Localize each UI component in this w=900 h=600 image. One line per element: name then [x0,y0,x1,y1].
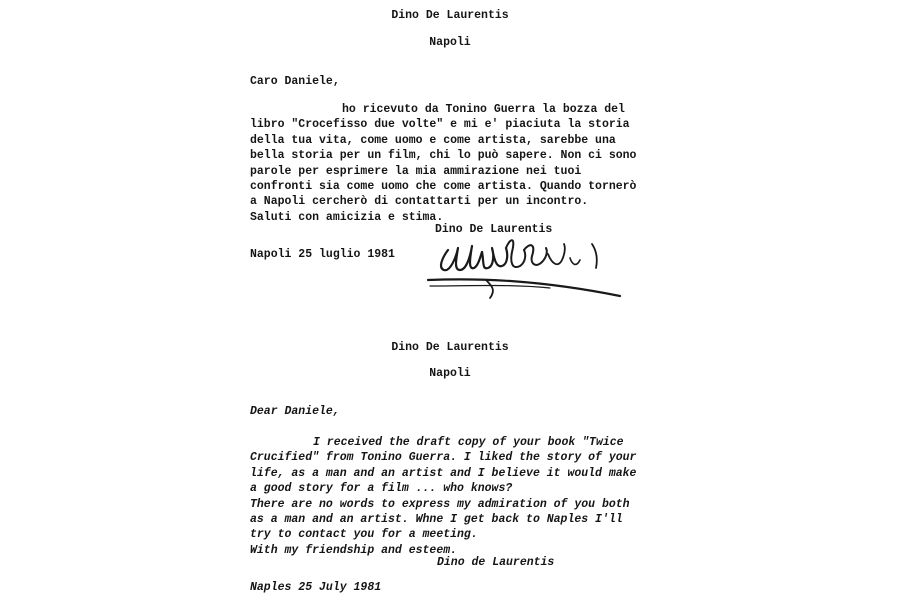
body-line: a good story for a film ... who knows? [250,482,513,496]
body-line: I received the draft copy of your book "Twice [313,436,624,449]
handwritten-signature [420,228,630,306]
salutation: Dear Daniele, [250,405,340,418]
body-line: With my friendship and esteem. [250,543,458,557]
body-line: try to contact you for a meeting. [250,528,478,542]
letter-body [250,102,670,225]
body-line: Saluti con amicizia e stima. [250,210,444,224]
body-line: as a man and an artist. Whne I get back to Naples I'll [250,513,623,527]
body-line: There are no words to express my admiration of you both [250,497,630,511]
letter-date: Naples 25 July 1981 [250,581,382,594]
body-line: ho ricevuto da Tonino Guerra la bozza del [342,103,625,116]
body-line: della tua vita, come uomo e come artista, sarebbe una [250,133,616,147]
body-line: life, as a man and an artist and I believe it would make [250,466,637,480]
letter-header-name: Dino De Laurentis [391,341,509,354]
letter-header-city: Napoli [429,367,471,380]
letter-header-city: Napoli [429,36,471,49]
body-line: parole per esprimere la mia ammirazione nei tuoi [250,164,582,178]
body-line: bella storia per un film, chi lo può sapere. Non ci sono [250,149,637,163]
signoff-name: Dino De Laurentis [435,223,553,236]
letter-date: Napoli 25 luglio 1981 [250,248,395,261]
body-line: libro "Crocefisso due volte" e mi e' piaciuta la storia [250,118,630,132]
signoff-name: Dino de Laurentis [437,556,555,569]
body-line: a Napoli cercherò di contattarti per un incontro. [250,195,589,209]
body-line: Crucified" from Tonino Guerra. I liked the story of your [250,451,637,465]
body-line: confronti sia come uomo che come artista. Quando tornerò [250,180,637,194]
salutation: Caro Daniele, [250,75,340,88]
letter-header-name: Dino De Laurentis [391,9,509,22]
letter-body [250,435,670,558]
